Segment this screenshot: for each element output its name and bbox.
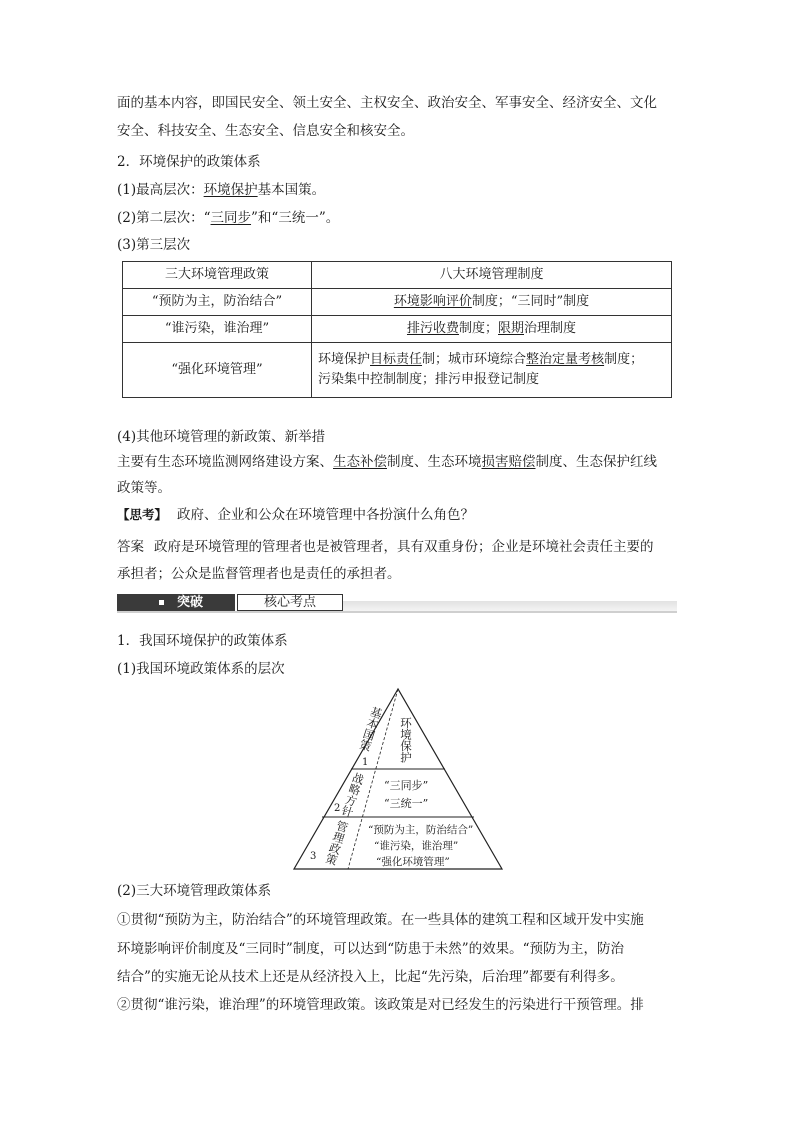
table-header-cell: 三大环境管理政策 [123,262,312,289]
intro-line-2: 安全、科技安全、生态安全、信息安全和核安全。 [117,123,414,139]
cell-text: 环境保护 [318,352,371,367]
table-cell [312,316,672,343]
cell-underlined: 排污收费 [406,321,459,336]
level-3-left-label: 管理政策 [323,818,351,867]
other-underlined: 损害赔偿 [481,454,536,470]
table-row [123,316,672,343]
cell-text: 制；城市环境综合 [422,352,527,367]
level-3-right-line-1: “预防为主，防治结合” [368,824,474,836]
level-1-line [117,180,325,200]
answer-text: 政府是环境管理的管理者也是被管理者，具有双重身份；企业是环境社会责任主要的 [154,539,654,555]
table-cell: “预防为主，防治结合” [123,289,312,316]
other-text: 制度、生态保护红线 [535,454,657,470]
other-text: 主要有生态环境监测网络建设方案、 [117,454,333,470]
cell-text: 污染集中控制制度；排污申报登记制度 [318,372,540,387]
table-row [123,343,672,398]
level-2-suffix: ”和“三统一”。 [251,210,340,226]
banner-light-tab: 核心考点 [237,594,343,611]
points-paragraph-line-1: ①贯彻“预防为主，防治结合”的环境管理政策。在一些具体的建筑工程和区域开发中实施 [117,912,644,928]
section-banner [117,592,677,612]
level-1-right-label: 环境保护 [399,717,413,763]
other-title: (4)其他环境管理的新政策、新举措 [117,429,326,445]
points-paragraph-line-2: 环境影响评价制度及“三同时”制度，可以达到“防患于未然”的效果。“预防为主，防治 [117,941,625,957]
level-3-right-line-2: “谁污染，谁治理” [374,840,459,852]
level-1-prefix: (1)最高层次： [117,182,204,198]
level-2-line [117,208,339,228]
level-2-left-label: 战略方针 [339,770,367,819]
think-line [117,505,474,525]
points-sub-1: (1)我国环境政策体系的层次 [117,661,285,677]
square-icon [159,600,164,605]
level-3-number: 3 [310,851,317,862]
banner-baseline [117,611,677,613]
cell-underlined: 环境影响评价 [393,294,472,309]
think-question: 政府、企业和公众在环境管理中各扮演什么角色？ [177,507,475,523]
think-label: 【思考】 [117,507,168,522]
answer-line-1 [117,537,654,557]
banner-dark-tab [117,594,235,611]
cell-text: 治理制度 [524,321,577,336]
policy-pyramid-diagram [292,687,504,871]
banner-dark-label: 突破 [177,595,204,610]
points-sub-2: (2)三大环境管理政策体系 [117,883,272,899]
level-2-right-line-2: “三统一” [384,797,429,810]
table-cell [312,343,672,398]
cell-text: 制度； [604,352,644,367]
cell-text: 制度；“三同时”制度 [471,294,590,309]
level-3-line: (3)第三层次 [117,237,191,253]
points-paragraph-line-4: ②贯彻“谁污染，谁治理”的环境管理政策。该政策是对已经发生的污染进行干预管理。排 [117,997,644,1013]
answer-line-2: 承担者；公众是监督管理者也是责任的承担者。 [117,566,401,582]
banner-stripe [343,601,677,611]
table-header-row [123,262,672,289]
cell-underlined: 目标责任 [370,352,423,367]
answer-label: 答案 [117,539,144,555]
other-underlined: 生态补偿 [333,454,387,470]
table-cell [312,289,672,316]
level-1-number: 1 [362,757,369,768]
other-text: 制度、生态环境 [387,454,482,470]
level-2-prefix: (2)第二层次：“ [117,210,211,226]
level-2-underlined: 三同步 [210,210,252,226]
cell-underlined: 限期 [498,321,525,336]
level-2-number: 2 [334,803,341,814]
table-header-cell: 八大环境管理制度 [312,262,672,289]
points-title: 1．我国环境保护的政策体系 [117,633,288,649]
table-cell: “强化环境管理” [123,343,312,398]
section-title: 2．环境保护的政策体系 [117,154,261,170]
intro-line-1: 面的基本内容，即国民安全、领土安全、主权安全、政治安全、军事安全、经济安全、文化 [117,95,657,111]
level-2-right-line-1: “三同步” [384,779,429,792]
cell-underlined: 考核 [578,352,605,367]
cell-underlined: 整治定量 [526,352,579,367]
table-row [123,289,672,316]
level-1-left-label: 基本国策 [357,704,385,753]
cell-text: 制度； [458,321,498,336]
table-cell: “谁污染，谁治理” [123,316,312,343]
policy-table [122,261,672,398]
points-paragraph-line-3: 结合”的实施无论从技术上还是从经济投入上，比起“先污染，后治理”都要有利得多。 [117,969,624,985]
level-1-suffix: 基本国策。 [257,182,326,198]
level-1-underlined: 环境保护 [203,182,258,198]
other-line-2: 政策等。 [117,480,171,496]
other-line-1 [117,452,657,472]
level-3-right-line-3: “强化环境管理” [376,856,450,868]
